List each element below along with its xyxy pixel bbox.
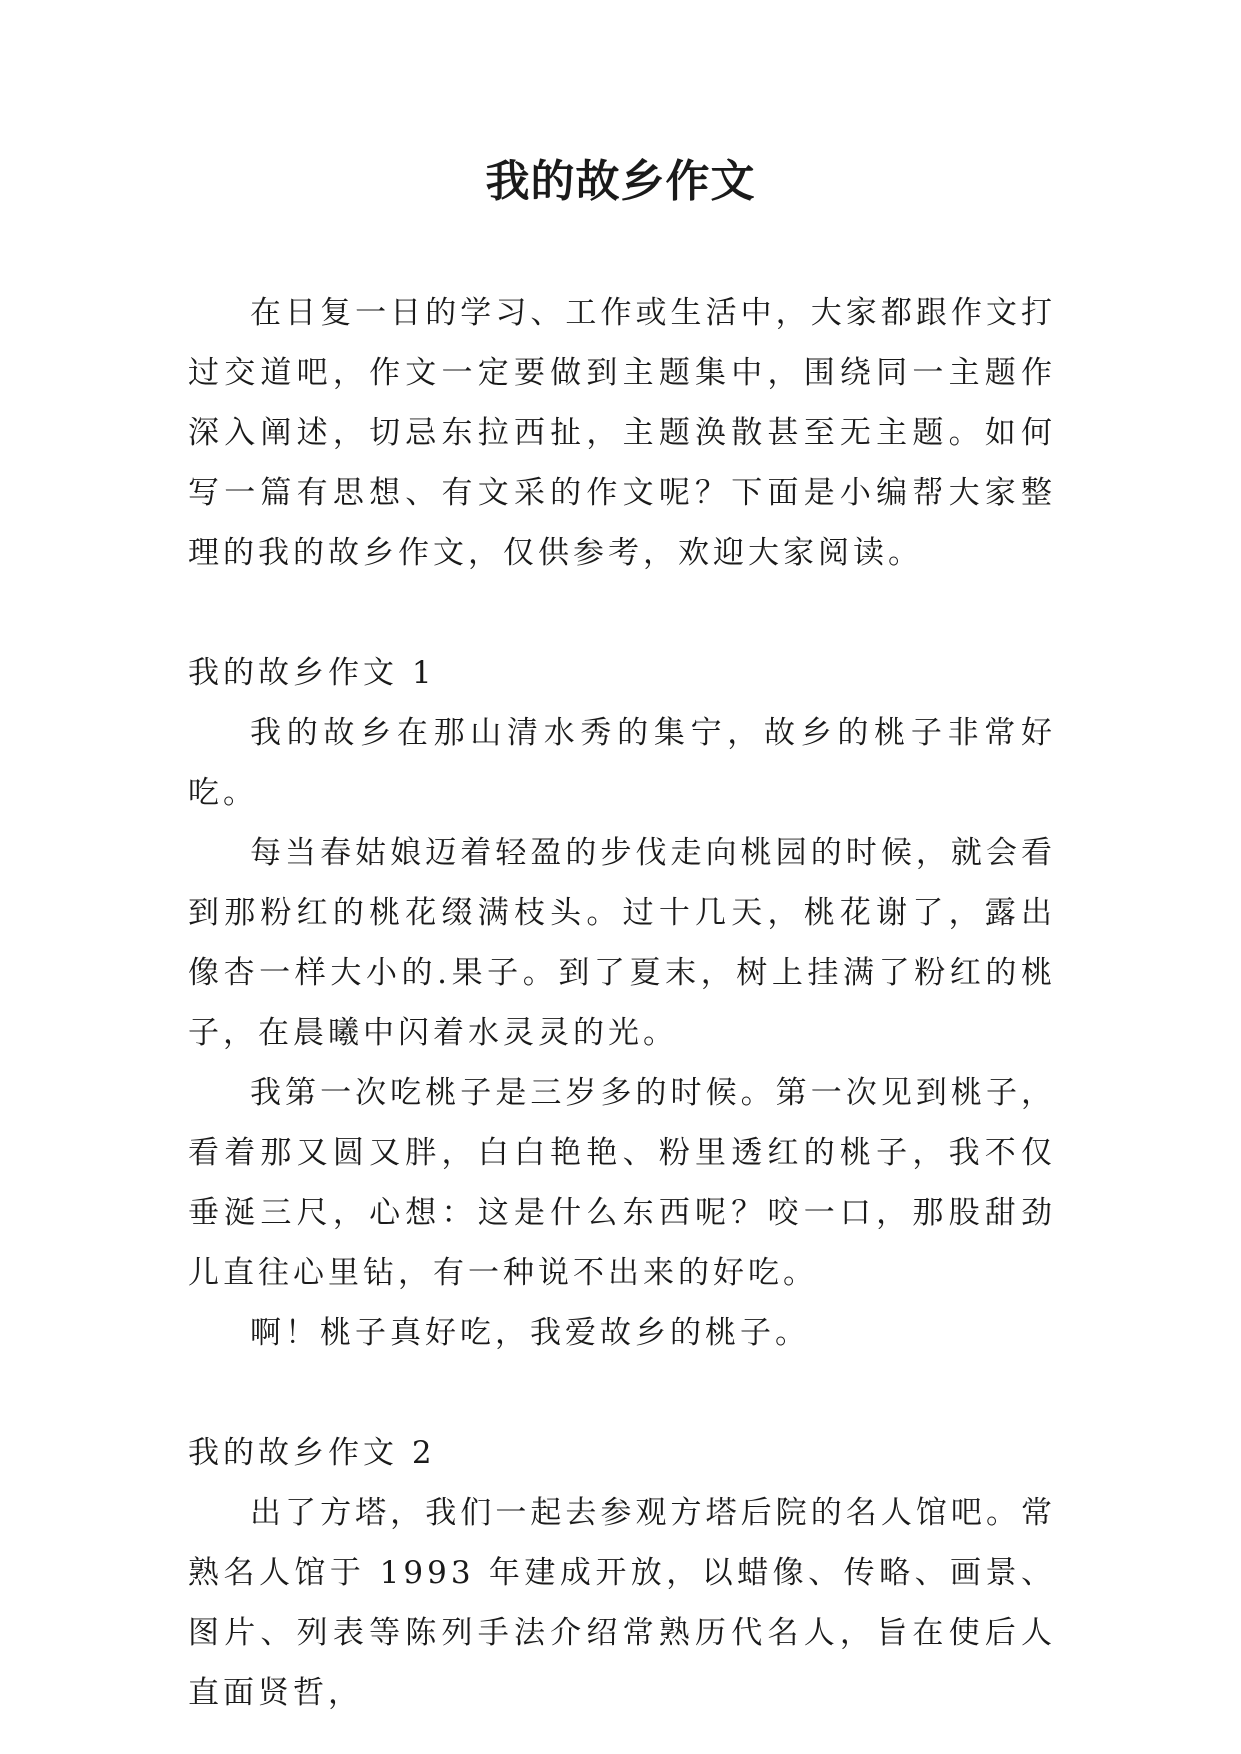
section-1-paragraph-2: 每当春姑娘迈着轻盈的步伐走向桃园的时候，就会看到那粉红的桃花缀满枝头。过十几天，桃花谢了，露出像杏一样大小的.果子。到了夏末，树上挂满了粉红的桃子，在晨曦中闪着水灵灵的光。 — [188, 835, 1056, 1051]
section-1-paragraph-3: 我第一次吃桃子是三岁多的时候。第一次见到桃子，看着那又圆又胖，白白艳艳、粉里透红的桃子，我不仅垂涎三尺，心想：这是什么东西呢？咬一口，那股甜劲儿直往心里钻，有一种说不出来的好吃。 — [188, 1075, 1056, 1291]
section-heading-2: 我的故乡作文 2 — [188, 1435, 436, 1471]
document-title: 我的故乡作文 — [485, 156, 756, 207]
section-spacer — [188, 583, 1056, 643]
section-2-paragraph-1: 出了方塔，我们一起去参观方塔后院的名人馆吧。常熟名人馆于 1993 年建成开放，以蜡像、传略、画景、图片、列表等陈列手法介绍常熟历代名人，旨在使后人直面贤哲， — [188, 1495, 1056, 1711]
section-heading-1: 我的故乡作文 1 — [188, 655, 436, 691]
document-body — [188, 283, 1056, 1723]
section-1-paragraph-4: 啊！桃子真好吃，我爱故乡的桃子。 — [250, 1315, 810, 1351]
section-1-paragraph-1: 我的故乡在那山清水秀的集宁，故乡的桃子非常好吃。 — [188, 715, 1056, 811]
intro-paragraph: 在日复一日的学习、工作或生活中，大家都跟作文打过交道吧，作文一定要做到主题集中，围绕同一主题作深入阐述，切忌东拉西扯，主题涣散甚至无主题。如何写一篇有思想、有文采的作文呢？下面是小编帮大家整理的我的故乡作文，仅供参考，欢迎大家阅读。 — [188, 295, 1056, 571]
section-spacer — [188, 1363, 1056, 1423]
